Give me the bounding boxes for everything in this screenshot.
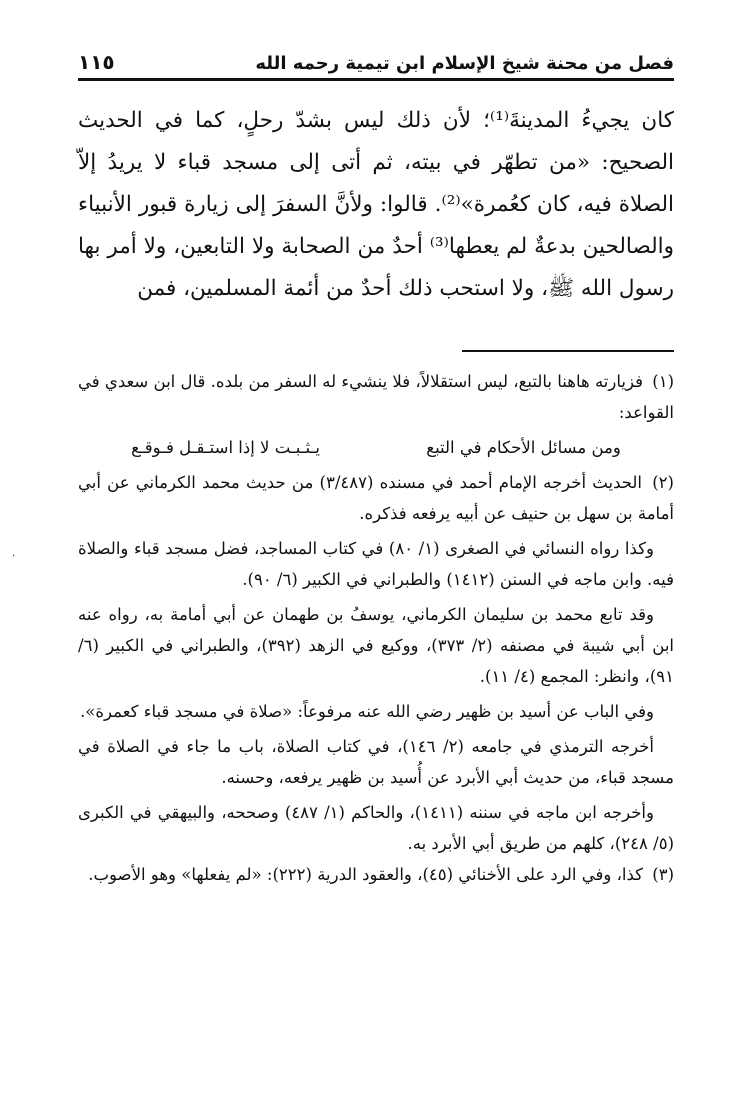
verse-hemistich-right: ومن مسائل الأحكام في التبع — [426, 438, 621, 457]
verse-hemistich-left: يـثـبـت لا إذا استـقـل فـوقـع — [131, 438, 320, 457]
header-title: فصل من محنة شيخ الإسلام ابن تيمية رحمه الله — [255, 53, 674, 74]
footnote-text: كذا، وفي الرد على الأخنائي (٤٥)، والعقود الدرية (٢٢٢): «لم يفعلها» وهو الأصوب. — [88, 865, 643, 884]
main-text — [78, 100, 674, 310]
footnote-text: الحديث أخرجه الإمام أحمد في مسنده (٣/٤٨٧) من حديث محمد الكرماني عن أبي أمامة بن سهل بن حنيف عن أبيه يرفعه فذكره. — [78, 473, 674, 523]
footnote-1 — [78, 366, 674, 428]
footnotes — [78, 366, 674, 890]
footnote-number: (٢) — [652, 473, 674, 492]
footnote-number: (١) — [652, 372, 674, 391]
footnote-2-paragraph: أخرجه الترمذي في جامعه (٢/ ١٤٦)، في كتاب الصلاة، باب ما جاء في الصلاة في مسجد قباء، من حديث أبي الأبرد عن أُسيد بن ظهير يرفعه، وحسنه. — [78, 737, 674, 787]
main-paragraph: كان يجيءُ المدينةَ⁽¹⁾؛ لأن ذلك ليس بشدّ رحلٍ، كما في الحديث الصحيح: «من تطهّر في بيته، ثم أتى إلى مسجد قباء لا يريدُ إلاّ الصلاة فيه، كان كعُمرة»⁽²⁾. قالوا: ولأنَّ السفرَ إلى زيارة قبور الأنبياء والصالحين بدعةٌ لم يعطها⁽³⁾ أحدٌ من الصحابة ولا التابعين، ولا أمر بها رسول الله ﷺ، ولا استحب ذلك أحدٌ من أئمة المسلمين، فمن — [78, 108, 675, 301]
page-number: ١١٥ — [78, 50, 115, 74]
running-header — [78, 34, 674, 81]
footnote-divider — [462, 350, 674, 352]
footnote-2-paragraph: وأخرجه ابن ماجه في سننه (١٤١١)، والحاكم (١/ ٤٨٧) وصححه، والبيهقي في الكبرى (٥/ ٢٤٨)، كلهم من طريق أبي الأبرد به. — [78, 803, 674, 853]
footnote-text: فزيارته هاهنا بالتبع، ليس استقلالاً، فلا ينشيء له السفر من بلده. قال ابن سعدي في القواعد: — [78, 372, 674, 422]
footnote-2-paragraph: وقد تابع محمد بن سليمان الكرماني، يوسفُ بن طهمان عن أبي أمامة به، رواه عنه ابن أبي شيبة في مصنفه (٢/ ٣٧٣)، ووكيع في الزهد (٣٩٢)، والطبراني في الكبير (٦/ ٩١)، وانظر: المجمع (٤/ ١١). — [78, 605, 675, 686]
footnote-2-paragraph: وكذا رواه النسائي في الصغرى (١/ ٨٠) في كتاب المساجد، فضل مسجد قباء والصلاة فيه. وابن ماجه في السنن (١٤١٢) والطبراني في الكبير (٦/ ٩٠). — [78, 539, 674, 589]
margin-mark: . — [12, 548, 16, 559]
footnote-2-paragraph: وفي الباب عن أسيد بن ظهير رضي الله عنه مرفوعاً: «صلاة في مسجد قباء كعمرة». — [80, 702, 654, 721]
footnote-2 — [78, 467, 674, 529]
verse-line — [78, 432, 674, 463]
footnote-3 — [78, 859, 674, 890]
footnote-number: (٣) — [652, 865, 674, 884]
